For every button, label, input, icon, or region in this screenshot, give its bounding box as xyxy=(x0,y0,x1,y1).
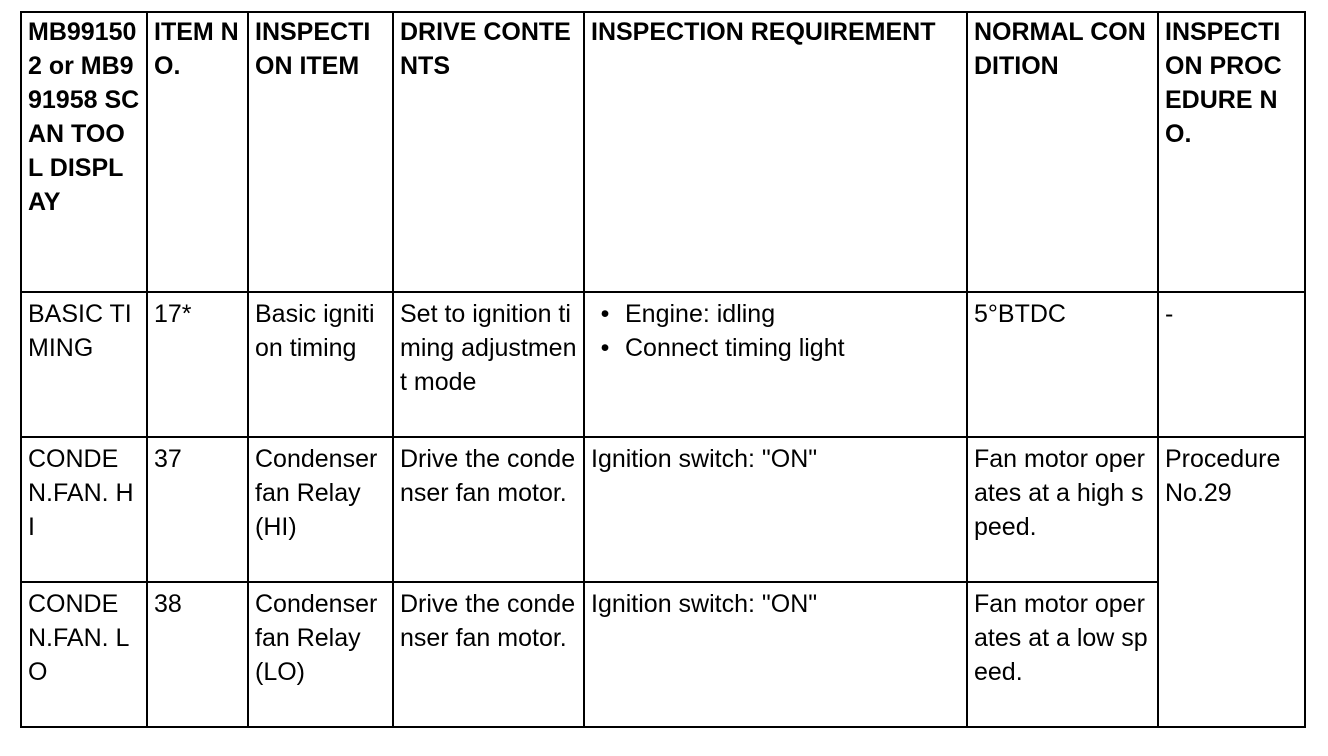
cell-normal-condition: Fan motor operates at a low speed. xyxy=(967,582,1158,727)
cell-normal-condition: 5°BTDC xyxy=(967,292,1158,437)
cell-inspection-item: Condenser fan Relay (LO) xyxy=(248,582,393,727)
table-row xyxy=(21,582,1305,727)
header-item-no: ITEM NO. xyxy=(147,12,248,292)
requirement-list xyxy=(591,297,960,365)
cell-scan-tool-display: BASIC TIMING xyxy=(21,292,147,437)
list-item xyxy=(600,297,960,331)
header-inspection-procedure-no: INSPECTION PROCEDURE NO. xyxy=(1158,12,1305,292)
cell-inspection-procedure-no: - xyxy=(1158,292,1305,437)
list-item xyxy=(600,331,960,365)
cell-item-no: 37 xyxy=(147,437,248,582)
cell-item-no: 38 xyxy=(147,582,248,727)
header-inspection-requirement: INSPECTION REQUIREMENT xyxy=(584,12,967,292)
cell-scan-tool-display: CONDEN.FAN. LO xyxy=(21,582,147,727)
bullet-icon: • xyxy=(600,300,610,328)
cell-scan-tool-display: CONDEN.FAN. HI xyxy=(21,437,147,582)
actuator-test-table xyxy=(20,11,1306,728)
header-row xyxy=(21,12,1305,292)
cell-inspection-item: Condenser fan Relay (HI) xyxy=(248,437,393,582)
header-inspection-item: INSPECTION ITEM xyxy=(248,12,393,292)
requirement-text: Connect timing light xyxy=(625,334,845,362)
table-row xyxy=(21,292,1305,437)
cell-drive-contents: Set to ignition timing adjustment mode xyxy=(393,292,584,437)
cell-inspection-requirement: Ignition switch: "ON" xyxy=(584,437,967,582)
requirement-text: Engine: idling xyxy=(625,300,776,328)
table-row xyxy=(21,437,1305,582)
cell-inspection-requirement: Ignition switch: "ON" xyxy=(584,582,967,727)
header-normal-condition: NORMAL CONDITION xyxy=(967,12,1158,292)
cell-normal-condition: Fan motor operates at a high speed. xyxy=(967,437,1158,582)
cell-inspection-procedure-no: Procedure No.29 xyxy=(1158,437,1305,727)
header-drive-contents: DRIVE CONTENTS xyxy=(393,12,584,292)
header-scan-tool-display: MB991502 or MB991958 SCAN TOOL DISPLAY xyxy=(21,12,147,292)
cell-drive-contents: Drive the condenser fan motor. xyxy=(393,582,584,727)
cell-drive-contents: Drive the condenser fan motor. xyxy=(393,437,584,582)
cell-inspection-requirement xyxy=(584,292,967,437)
cell-item-no: 17* xyxy=(147,292,248,437)
cell-inspection-item: Basic ignition timing xyxy=(248,292,393,437)
bullet-icon: • xyxy=(600,334,610,362)
